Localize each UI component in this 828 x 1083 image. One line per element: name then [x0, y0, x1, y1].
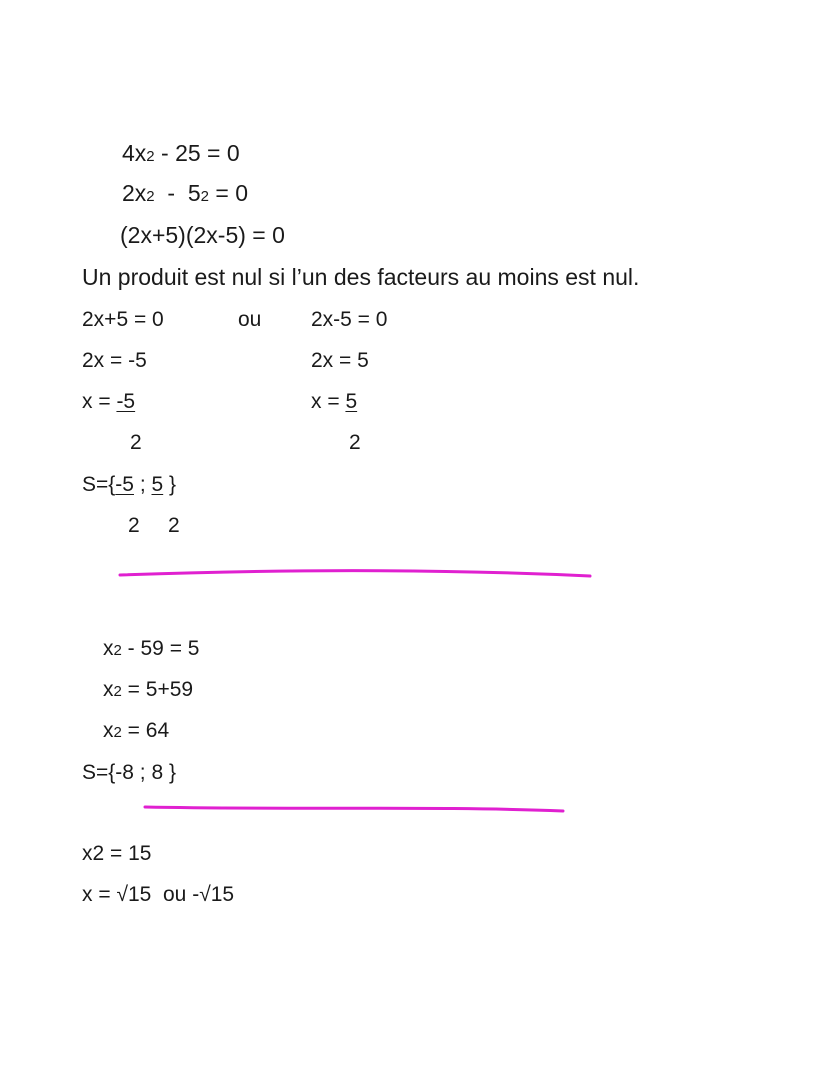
- divider-line-2: [145, 807, 563, 811]
- right-eq-1: 2x-5 = 0: [311, 308, 388, 331]
- square-root-icon: √: [116, 883, 128, 906]
- eq-term: }: [163, 473, 177, 496]
- eq-term: = 0: [209, 180, 249, 206]
- section2-eq-2: [103, 679, 193, 700]
- eq-term: ou -: [151, 883, 200, 906]
- section3-eq-1: x2 = 15: [82, 842, 152, 865]
- eq-term: = 64: [121, 719, 170, 742]
- right-fraction-denominator: 2: [349, 431, 361, 454]
- fraction-numerator: 5: [345, 390, 358, 413]
- eq-term: x =: [82, 883, 117, 906]
- radicand: 15: [127, 883, 152, 906]
- solution-set-2: S={-8 ; 8 }: [82, 761, 176, 784]
- eq-term: 4x: [122, 140, 147, 166]
- rule-statement: Un produit est nul si l’un des facteurs au moins est nul.: [82, 264, 640, 290]
- divider-line-1: [120, 571, 590, 576]
- eq-exponent: 2: [146, 148, 155, 165]
- section2-eq-1: [103, 638, 199, 659]
- eq-term: x =: [82, 390, 117, 413]
- section3-eq-2: [82, 884, 234, 905]
- eq-exponent: 2: [113, 724, 122, 741]
- solution-denominator-1: 2: [128, 514, 140, 537]
- equation-line-3: (2x+5)(2x-5) = 0: [120, 222, 285, 248]
- eq-term: x: [103, 637, 114, 660]
- right-eq-2: 2x = 5: [311, 349, 369, 372]
- eq-exponent: 2: [146, 188, 155, 205]
- left-eq-2: 2x = -5: [82, 349, 147, 372]
- eq-term: S={: [82, 473, 116, 496]
- solution-denominator-2: 2: [168, 514, 180, 537]
- eq-exponent: 2: [113, 683, 122, 700]
- fraction-numerator: -5: [115, 473, 134, 496]
- left-eq-1: 2x+5 = 0: [82, 308, 164, 331]
- eq-exponent: 2: [113, 642, 122, 659]
- eq-term: 2x: [122, 180, 147, 206]
- eq-term: x: [103, 719, 114, 742]
- square-root-icon: √: [199, 883, 211, 906]
- eq-term: ;: [133, 473, 152, 496]
- section2-eq-3: [103, 720, 169, 741]
- left-fraction-denominator: 2: [130, 431, 142, 454]
- eq-term: - 59 = 5: [121, 637, 200, 660]
- eq-term: = 5+59: [121, 678, 194, 701]
- eq-term: - 25 = 0: [154, 140, 240, 166]
- ou-word: ou: [238, 308, 262, 331]
- fraction-numerator: -5: [116, 390, 136, 413]
- eq-term: - 5: [154, 180, 201, 206]
- radicand: 15: [210, 883, 235, 906]
- eq-term: x: [103, 678, 114, 701]
- fraction-numerator: 5: [151, 473, 164, 496]
- eq-term: x =: [311, 390, 346, 413]
- eq-exponent: 2: [200, 188, 209, 205]
